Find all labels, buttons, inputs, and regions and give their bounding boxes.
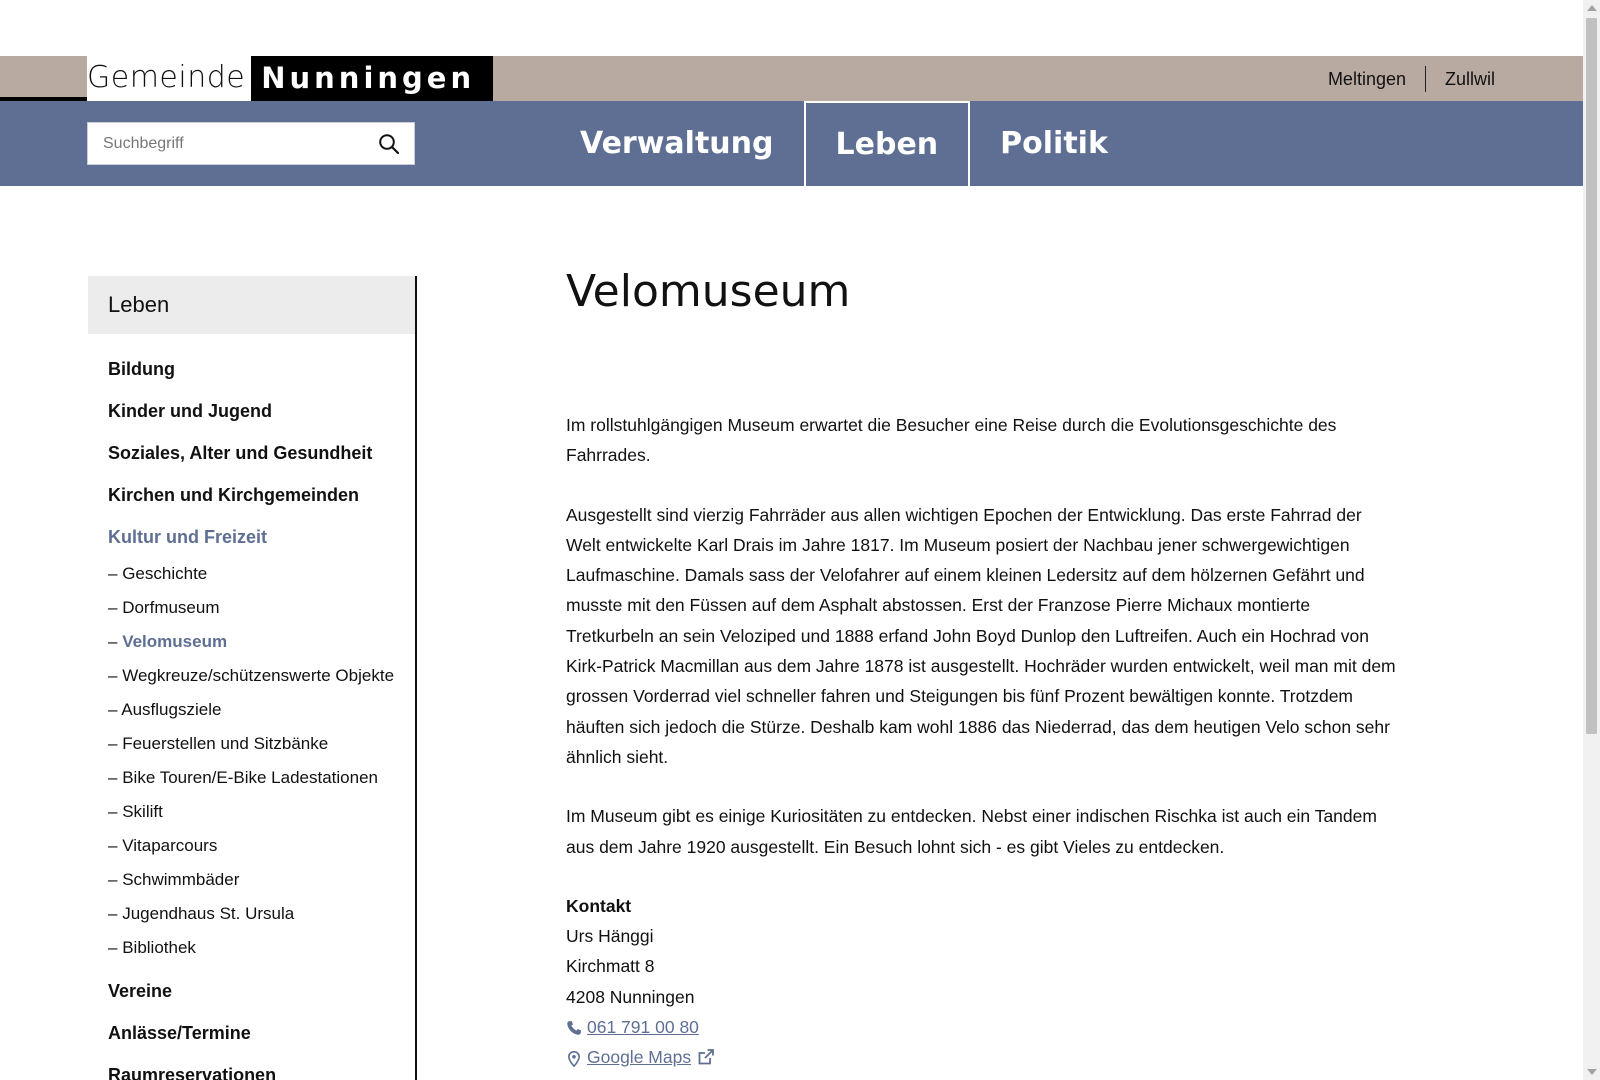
contact-title: Kontakt [566,895,632,916]
sidebar-sublist [108,560,415,968]
nav-item-verwaltung[interactable]: Verwaltung [580,126,774,161]
sub-item-dash: – [108,666,118,685]
sub-item-label: Velomuseum [122,632,228,651]
contact-phone-row [566,1012,1396,1042]
sub-item-dash: – [108,802,118,821]
sub-item-feuerstellen[interactable] [108,730,415,764]
sub-item-dash: – [108,632,118,651]
sub-item-label: Skilift [122,802,163,821]
sub-item-dash: – [108,938,118,957]
sub-item-label: Schwimmbäder [122,870,240,889]
sub-item-label: Bike Touren/E-Bike Ladestationen [122,768,378,787]
phone-icon [566,1020,582,1036]
logo-text-dark: Nunningen [251,56,493,101]
sub-item-label: Ausflugsziele [121,700,222,719]
main-content [566,262,1396,1073]
sub-item-dash: – [108,870,118,889]
sub-item-label: Vitaparcours [122,836,218,855]
main-nav [550,101,1138,186]
sub-item-label: Jugendhaus St. Ursula [122,904,295,923]
map-marker-icon [566,1051,582,1067]
sub-item-geschichte[interactable] [108,560,415,594]
nav-item-leben[interactable]: Leben [804,101,971,186]
sub-item-ausflugsziele[interactable] [108,696,415,730]
sidebar-item-anlaesse-termine[interactable]: Anlässe/Termine [108,1023,251,1043]
scroll-thumb[interactable] [1586,18,1597,734]
sidebar-item-kirchen[interactable]: Kirchen und Kirchgemeinden [108,485,360,505]
site-logo[interactable] [87,56,493,101]
sidebar-item-bildung[interactable]: Bildung [108,359,175,379]
sidebar-sublist-container [108,560,415,968]
sub-item-dash: – [108,836,118,855]
sub-item-schwimmbaeder[interactable] [108,866,415,900]
sidebar-item-kultur-und-freizeit[interactable]: Kultur und Freizeit [108,527,267,547]
contact-block [566,891,1396,1073]
sub-item-bibliothek[interactable] [108,934,415,968]
nav-item-politik[interactable]: Politik [1000,126,1108,161]
scroll-down-arrow[interactable] [1587,1069,1597,1075]
content-paragraph: Ausgestellt sind vierzig Fahrräder aus allen wichtigen Epochen der Entwicklung. Das erste Fahrrad der Welt entwickelte Karl Drais im Jahre 1817. Im Museum posiert der Nachbau jener schwergewichtigen Laufmaschine. Damals sass der Velofahrer auf einem kleinen Ledersitz auf dem hölzernen Gefährt und musste mit den Füssen auf dem Asphalt abstossen. Erst der Franzose Pierre Michaux montierte Tretkurbeln an sein Veloziped und 1888 erfand John Boyd Dunlop den Luftreifen. Auch ein Hochrad von Kirk-Patrick Macmillan aus dem Jahre 1878 ist ausgestellt. Hochräder wurden entwickelt, weil man mit dem grossen Vorderrad viel schneller fahren und Steigungen bis fünf Prozent bewältigen konnte. Trotzdem häuften sich jedoch die Stürze. Deshalb kam wohl 1886 das Niederrad, das dem heutigen Velo schon sehr ähnlich sieht. [566,504,1396,767]
village-link-meltingen[interactable]: Meltingen [1327,68,1406,89]
sidebar [88,276,417,1080]
contact-maps-row [566,1042,1396,1072]
logo-text-light: Gemeinde [87,56,251,101]
sub-item-dash: – [108,598,118,617]
page-scrollbar[interactable] [1583,0,1600,1080]
sidebar-list [88,334,415,1080]
sidebar-item-kinder-und-jugend[interactable]: Kinder und Jugend [108,401,272,421]
sub-item-label: Feuerstellen und Sitzbänke [122,734,329,753]
content-paragraph: Im Museum gibt es einige Kuriositäten zu entdecken. Nebst einer indischen Rischka ist auch ein Tandem aus dem Jahre 1920 ausgestellt. Ein Besuch lohnt sich - es gibt Vieles zu entdecken. [566,806,1377,857]
contact-city: 4208 Nunningen [566,986,695,1007]
sub-item-dorfmuseum[interactable] [108,594,415,628]
contact-name: Urs Hänggi [566,926,654,947]
page-title: Velomuseum [566,266,851,317]
sub-item-vitaparcours[interactable] [108,832,415,866]
google-maps-link[interactable] [587,1042,715,1072]
search-icon [378,133,400,155]
village-links [1309,56,1495,101]
search-button[interactable] [378,133,400,155]
sub-item-dash: – [108,768,118,787]
sidebar-item-soziales[interactable]: Soziales, Alter und Gesundheit [108,443,373,463]
sub-item-skilift[interactable] [108,798,415,832]
sub-item-dash: – [108,904,118,923]
sub-item-dash: – [108,734,118,753]
content-paragraph: Im rollstuhlgängigen Museum erwartet die Besucher eine Reise durch die Evolutionsgeschichte des Fahrrades. [566,415,1337,466]
scroll-up-arrow[interactable] [1587,5,1597,11]
search-input[interactable] [88,123,358,164]
sidebar-heading[interactable]: Leben [88,276,415,334]
sub-item-dash: – [108,564,118,583]
sub-item-label: Wegkreuze/schützenswerte Objekte [122,666,395,685]
google-maps-label: Google Maps [587,1047,692,1068]
sub-item-wegkreuze[interactable] [108,662,415,696]
sub-item-label: Bibliothek [122,938,196,957]
sub-item-jugendhaus[interactable] [108,900,415,934]
sub-item-label: Dorfmuseum [122,598,220,617]
sidebar-item-raumreservationen[interactable]: Raumreservationen [108,1065,277,1080]
external-link-icon [697,1048,715,1066]
village-link-zullwil[interactable]: Zullwil [1425,66,1495,92]
sub-item-velomuseum[interactable] [108,628,415,662]
sub-item-dash: – [108,700,118,719]
sub-item-bike-touren[interactable] [108,764,415,798]
search-form [87,122,415,165]
sidebar-item-vereine[interactable]: Vereine [108,981,173,1001]
sub-item-label: Geschichte [122,564,208,583]
contact-street: Kirchmatt 8 [566,956,655,977]
phone-link[interactable]: 061 791 00 80 [587,1017,699,1038]
